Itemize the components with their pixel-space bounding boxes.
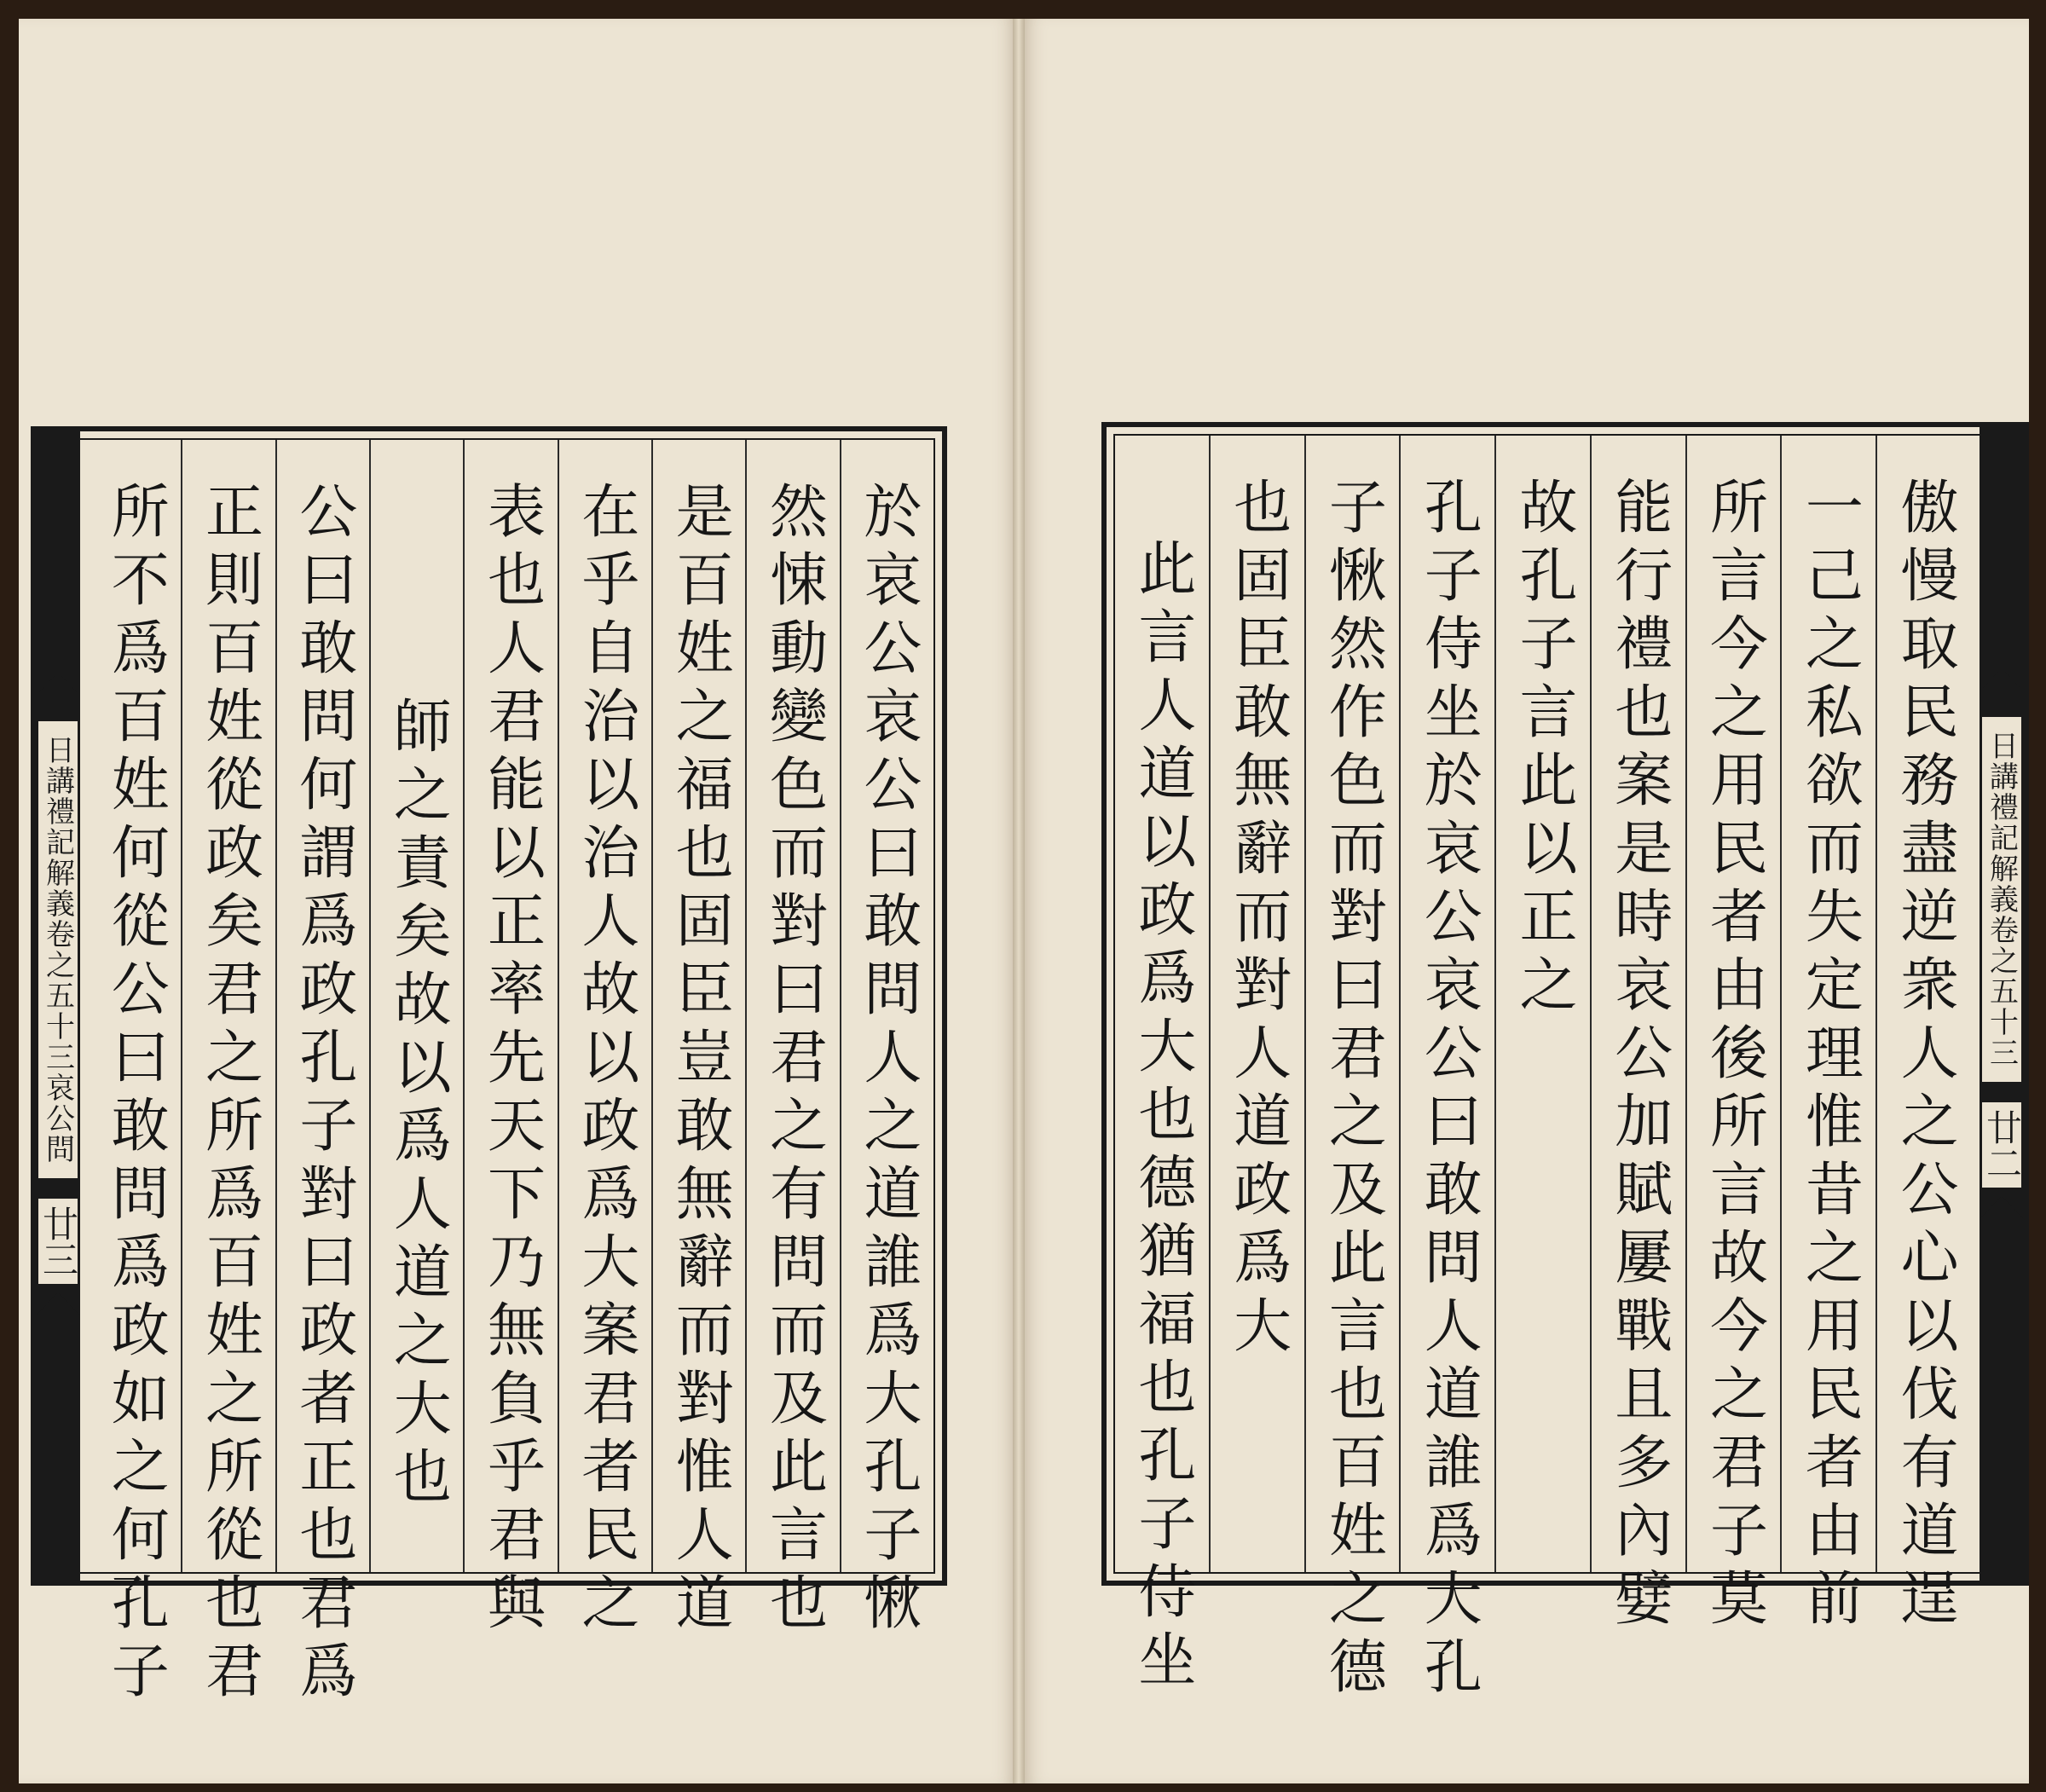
text-column: 孔子侍坐於哀公哀公曰敢問人道誰爲大孔	[1399, 436, 1494, 1572]
text-column: 所言今之用民者由後所言故今之君子莫	[1685, 436, 1781, 1572]
text-column: 然悚動變色而對曰君之有問而及此言也	[745, 440, 839, 1572]
text-column: 於哀公哀公曰敢問人之道誰爲大孔子愀	[840, 440, 933, 1572]
text-column: 師之責矣故以爲人道之大也	[369, 440, 463, 1572]
fish-tail-ornament-icon	[36, 1292, 80, 1369]
right-page-center-strip	[1980, 427, 2024, 1581]
left-margin-title: 日講禮記解義卷之五十三哀公問	[40, 735, 75, 1165]
text-column: 在乎自治以治人故以政爲大案君者民之	[558, 440, 651, 1572]
text-column: 也固臣敢無辭而對人道政爲大	[1209, 436, 1304, 1572]
fish-tail-ornament-icon	[1980, 615, 2024, 691]
left-page-frame	[31, 426, 947, 1708]
text-column: 表也人君能以正率先天下乃無負乎君與	[463, 440, 557, 1572]
left-text-columns	[89, 440, 933, 1708]
text-column: 傲慢取民務盡逆衆人之公心以伐有道逞	[1876, 436, 1971, 1572]
text-column: 是百姓之福也固臣豈敢無辭而對惟人道	[651, 440, 745, 1572]
text-column: 此言人道以政爲大也德猶福也孔子侍坐	[1128, 538, 1196, 1697]
left-folio-number: 廿三	[38, 1205, 79, 1277]
text-column: 公曰敢問何謂爲政孔子對曰政者正也君爲	[275, 440, 369, 1572]
fish-tail-ornament-icon	[36, 619, 80, 696]
text-column: 子愀然作色而對曰君之及此言也百姓之德	[1304, 436, 1400, 1572]
text-column: 故孔子言此以正之	[1494, 436, 1590, 1572]
text-column: 一己之私欲而失定理惟昔之用民者由前	[1780, 436, 1876, 1572]
text-column: 所不爲百姓何從公曰敢問爲政如之何孔子	[101, 481, 170, 1708]
right-page-frame	[1101, 422, 2029, 1704]
text-column: 正則百姓從政矣君之所爲百姓之所從也君	[181, 440, 275, 1572]
right-folio-number: 廿二	[1981, 1109, 2023, 1181]
fish-tail-ornament-icon	[1980, 1196, 2024, 1273]
book-gutter	[1013, 19, 1025, 1783]
left-page-center-strip	[36, 431, 80, 1581]
text-column: 能行禮也案是時哀公加賦屢戰且多內嬖	[1590, 436, 1685, 1572]
right-margin-title: 日講禮記解義卷之五十三	[1984, 731, 2019, 1068]
right-text-columns	[1115, 436, 1971, 1704]
